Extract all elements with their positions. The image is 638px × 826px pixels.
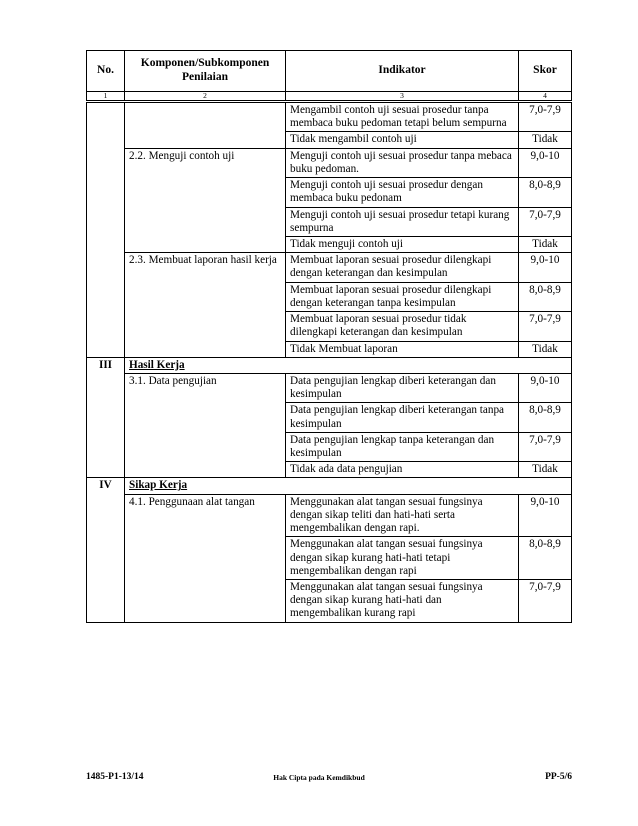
indikator-cell: Tidak mengambil contoh uji <box>286 132 519 148</box>
header-indikator: Indikator <box>286 51 519 92</box>
sub-cell <box>125 102 286 149</box>
table-row <box>87 253 572 282</box>
page-number: PP-5/6 <box>545 772 572 782</box>
copyright-notice: Hak Cipta pada Kemdikbud <box>273 773 365 782</box>
section-row <box>87 357 572 373</box>
skor-cell: Tidak <box>519 341 572 357</box>
sub-cell: 4.1. Penggunaan alat tangan <box>125 494 286 622</box>
skor-cell: 9,0-10 <box>519 373 572 402</box>
document-code: 1485-P1-13/14 <box>86 772 144 782</box>
skor-cell: 8,0-8,9 <box>519 282 572 311</box>
header-row <box>87 51 572 92</box>
table-row <box>87 148 572 177</box>
sub-cell: 2.3. Membuat laporan hasil kerja <box>125 253 286 358</box>
indikator-cell: Menguji contoh uji sesuai prosedur tetapi kurang sempurna <box>286 207 519 236</box>
table-row <box>87 102 572 132</box>
section-title: Hasil Kerja <box>125 357 572 373</box>
column-number: 1 <box>87 92 125 102</box>
header-komponen: Komponen/Subkomponen Penilaian <box>125 51 286 92</box>
indikator-cell: Membuat laporan sesuai prosedur dilengkapi dengan keterangan tanpa kesimpulan <box>286 282 519 311</box>
indikator-cell: Tidak ada data pengujian <box>286 462 519 478</box>
no-cell <box>87 102 125 358</box>
column-number: 2 <box>125 92 286 102</box>
section-row <box>87 478 572 494</box>
table-row <box>87 373 572 402</box>
skor-cell: 9,0-10 <box>519 253 572 282</box>
skor-cell: 8,0-8,9 <box>519 178 572 207</box>
indikator-cell: Menggunakan alat tangan sesuai fungsinya dengan sikap teliti dan hati-hati serta mengembalikan dengan rapi. <box>286 494 519 537</box>
section-number: III <box>87 357 125 478</box>
column-number: 4 <box>519 92 572 102</box>
skor-cell: 8,0-8,9 <box>519 403 572 432</box>
indikator-cell: Tidak menguji contoh uji <box>286 236 519 252</box>
indikator-cell: Menggunakan alat tangan sesuai fungsinya dengan sikap kurang hati-hati dan mengembalikan kurang rapi <box>286 580 519 623</box>
skor-cell: 7,0-7,9 <box>519 580 572 623</box>
section-title: Sikap Kerja <box>125 478 572 494</box>
column-number-row <box>87 92 572 102</box>
skor-cell: 7,0-7,9 <box>519 207 572 236</box>
indikator-cell: Data pengujian lengkap diberi keterangan dan kesimpulan <box>286 373 519 402</box>
header-skor: Skor <box>519 51 572 92</box>
indikator-cell: Data pengujian lengkap diberi keterangan tanpa kesimpulan <box>286 403 519 432</box>
skor-cell: 7,0-7,9 <box>519 432 572 461</box>
sub-cell: 3.1. Data pengujian <box>125 373 286 478</box>
table-row <box>87 494 572 537</box>
skor-cell: Tidak <box>519 462 572 478</box>
indikator-cell: Menguji contoh uji sesuai prosedur tanpa mebaca buku pedoman. <box>286 148 519 177</box>
indikator-cell: Menguji contoh uji sesuai prosedur dengan membaca buku pedonam <box>286 178 519 207</box>
skor-cell: 7,0-7,9 <box>519 312 572 341</box>
indikator-cell: Tidak Membuat laporan <box>286 341 519 357</box>
indikator-cell: Mengambil contoh uji sesuai prosedur tanpa membaca buku pedoman tetapi belum sempurna <box>286 102 519 132</box>
header-no: No. <box>87 51 125 92</box>
skor-cell: 8,0-8,9 <box>519 537 572 580</box>
assessment-rubric-table <box>86 50 572 623</box>
section-number: IV <box>87 478 125 622</box>
skor-cell: 7,0-7,9 <box>519 102 572 132</box>
skor-cell: Tidak <box>519 132 572 148</box>
skor-cell: Tidak <box>519 236 572 252</box>
indikator-cell: Membuat laporan sesuai prosedur tidak dilengkapi keterangan dan kesimpulan <box>286 312 519 341</box>
indikator-cell: Membuat laporan sesuai prosedur dilengkapi dengan keterangan dan kesimpulan <box>286 253 519 282</box>
indikator-cell: Data pengujian lengkap tanpa keterangan dan kesimpulan <box>286 432 519 461</box>
skor-cell: 9,0-10 <box>519 148 572 177</box>
skor-cell: 9,0-10 <box>519 494 572 537</box>
indikator-cell: Menggunakan alat tangan sesuai fungsinya dengan sikap kurang hati-hati tetapi mengembalikan dengan rapi <box>286 537 519 580</box>
column-number: 3 <box>286 92 519 102</box>
sub-cell: 2.2. Menguji contoh uji <box>125 148 286 253</box>
